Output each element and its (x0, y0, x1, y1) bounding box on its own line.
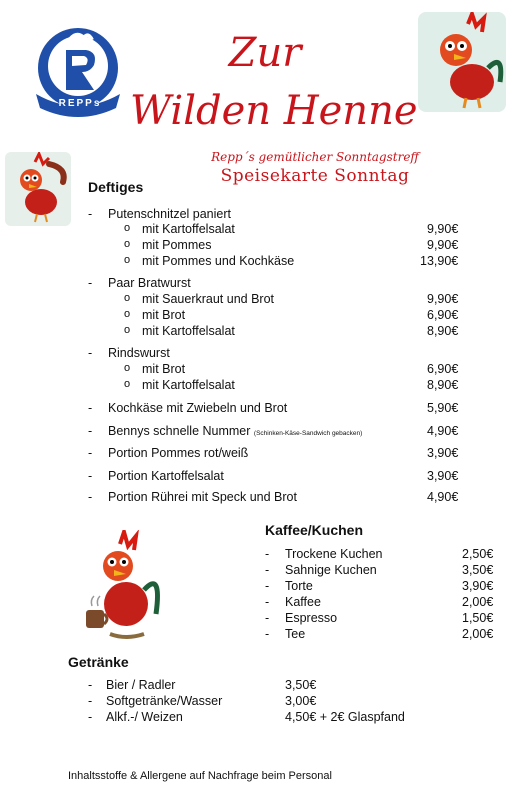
price: 4,90€ (427, 490, 459, 504)
crazy-hen-image-top (418, 12, 506, 112)
price: 9,90€ (427, 222, 459, 236)
price: 9,90€ (427, 238, 459, 252)
hen-with-sausage-image (5, 152, 71, 226)
section-heading-getraenke: Getränke (68, 654, 129, 670)
price: 3,50€ (285, 678, 317, 692)
section-heading-kaffee: Kaffee/Kuchen (265, 522, 364, 538)
title-line-1: Zur (228, 30, 302, 76)
subtitle: Repp´s gemütlicher Sonntagstreff (211, 150, 419, 164)
price: 13,90€ (420, 254, 459, 268)
price: 3,90€ (427, 469, 459, 483)
price: 4,90€ (427, 424, 459, 438)
logo-text: REPPs (58, 98, 102, 109)
price: 9,90€ (427, 292, 459, 306)
price: 2,50€ (462, 547, 494, 561)
price: 2,00€ (462, 595, 494, 609)
item-note: (Schinken-Käse-Sandwich gebacken) (253, 430, 363, 437)
price: 8,90€ (427, 324, 459, 338)
price: 5,90€ (427, 401, 459, 415)
price: 3,50€ (462, 563, 494, 577)
price: 2,00€ (462, 627, 494, 641)
title-line-2: Wilden Henne (130, 88, 418, 134)
price: 1,50€ (462, 611, 494, 625)
repps-logo (28, 20, 128, 120)
price: 6,90€ (427, 362, 459, 376)
hen-with-coffee-image (80, 530, 162, 642)
price: 3,90€ (427, 446, 459, 460)
price: 8,90€ (427, 378, 459, 392)
section-heading-deftiges: Deftiges (88, 179, 144, 195)
allergen-footer: Inhaltsstoffe & Allergene auf Nachfrage beim Personal (68, 770, 332, 782)
menu-day: Speisekarte Sonntag (220, 166, 410, 186)
price: 3,00€ (285, 694, 317, 708)
price: 3,90€ (462, 579, 494, 593)
price: 4,50€ + 2€ Glaspfand (285, 710, 405, 724)
price: 6,90€ (427, 308, 459, 322)
